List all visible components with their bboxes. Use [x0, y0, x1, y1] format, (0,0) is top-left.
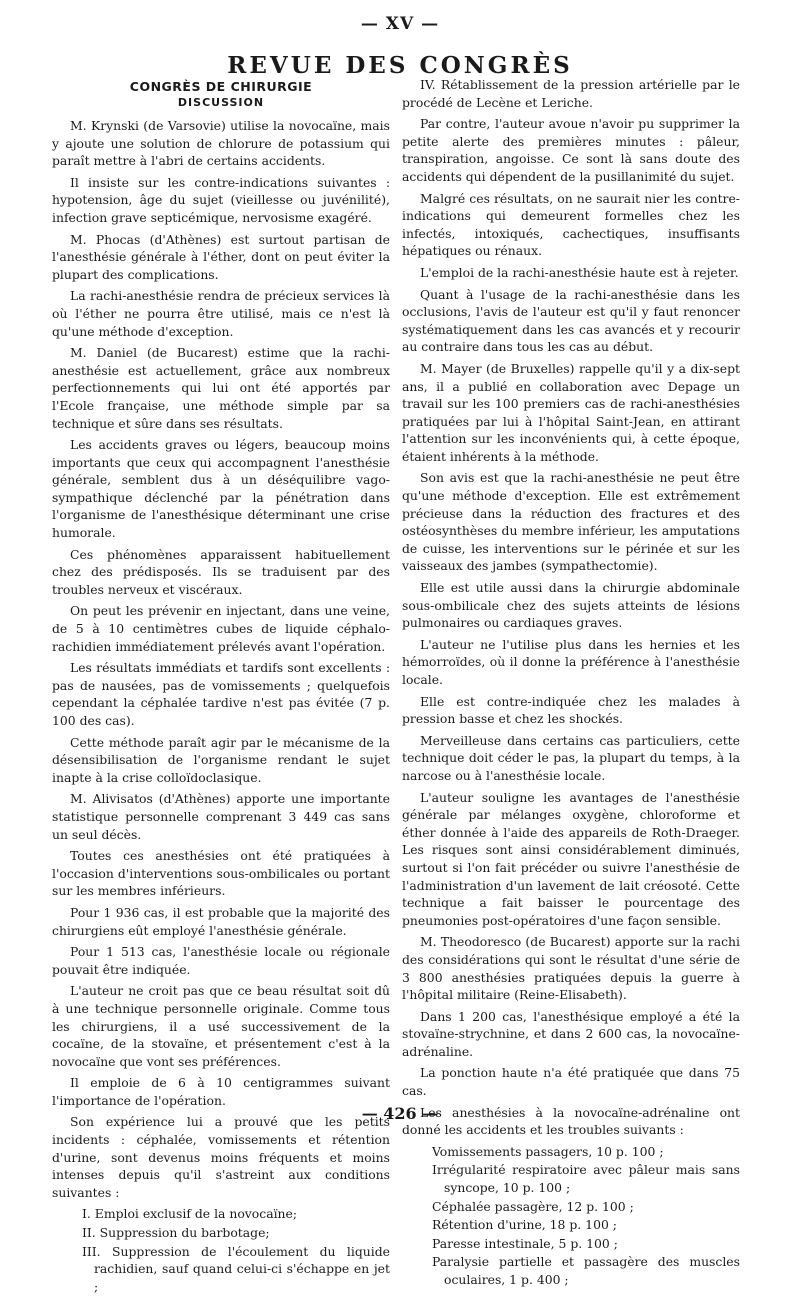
result-list-item: Irrégularité respiratoire avec pâleur mais sans syncope, 10 p. 100 ; [432, 1162, 740, 1196]
paragraph: M. Alivisatos (d'Athènes) apporte une importante statistique personnelle comprenant 3 449 cas sans un seul décès. [52, 791, 390, 842]
paragraph: Toutes ces anesthésies ont été pratiquées à l'occasion d'interventions sous-ombilicales ou portant sur les membres inférieurs. [52, 848, 390, 899]
paragraph: Cette méthode paraît agir par le mécanisme de la désensibilisation de l'organisme rendant le sujet inapte à la crise colloïdoclasique. [52, 734, 390, 785]
result-list-item: Céphalée passagère, 12 p. 100 ; [432, 1198, 634, 1214]
paragraph: Merveilleuse dans certains cas particuliers, cette technique doit céder le pas, la plupart du temps, à la narcose ou à l'anesthésie locale. [402, 732, 740, 783]
result-list-item: Rétention d'urine, 18 p. 100 ; [432, 1217, 617, 1233]
paragraph: Pour 1 513 cas, l'anesthésie locale ou régionale pouvait être indiquée. [52, 944, 390, 977]
condition-item: III. Suppression de l'écoulement du liquide rachidien, sauf quand celui-ci s'échappe en jet ; [82, 1243, 390, 1294]
paragraph: L'auteur souligne les avantages de l'anesthésie générale par mélanges oxygène, chloroforme et éther donnée à l'aide des appareils de Roth-Draeger. Les risques sont ainsi considérablement diminués, surtout si l'on fait précéder ou suivre l'anesthésie de l'administration d'un lavement de lait créosoté. Cette technique a fait baisser le pourcentage des pneumonies post-opératoires d'une façon sensible. [402, 789, 740, 928]
condition-item: II. Suppression du barbotage; [82, 1225, 270, 1241]
paragraph: On peut les prévenir en injectant, dans une veine, de 5 à 10 centimètres cubes de liquide céphalo-rachidien immédiatement prélevés avant l'opération. [52, 603, 390, 654]
paragraph: Il emploie de 6 à 10 centigrammes suivant l'importance de l'opération. [52, 1075, 390, 1108]
paragraph: La ponction haute n'a été pratiquée que dans 75 cas. [402, 1065, 740, 1099]
paragraph: M. Krynski (de Varsovie) utilise la novocaïne, mais y ajoute une solution de chlorure de potassium qui paraît mettre à l'abri de certains accidents. [52, 118, 390, 169]
paragraph: Elle est contre-indiquée chez les malades à pression basse et chez les shockés. [402, 693, 740, 727]
result-list-item: Paresse intestinale, 5 p. 100 ; [432, 1235, 618, 1251]
paragraph: Pour 1 936 cas, il est probable que la majorité des chirurgiens eût employé l'anesthésie générale. [52, 904, 390, 938]
paragraph: Son avis est que la rachi-anesthésie ne peut être qu'une méthode d'exception. Elle est extrêmement précieuse dans la réduction des fractures et des ostéosynthèses du membre inférieur, les amputations de cuisse, les interventions sur le périnée et sur les vaisseaux des jambes (sympathectomie). [402, 470, 740, 574]
paragraph: L'auteur ne croit pas que ce beau résultat soit dû à une technique personnelle originale. Comme tous les chirurgiens, il a usé successivement de la cocaïne, de la stovaïne, et présentement c'est à la novocaïne que vont ses préférences. [52, 983, 390, 1069]
paragraph: Son expérience lui a prouvé que les petits incidents : céphalée, vomissements et rétention d'urine, sont devenus moins fréquents et moins intenses depuis qu'il s'astreint aux conditions suivantes : [52, 1114, 390, 1200]
roman-page-number: — XV — [360, 14, 440, 34]
section-subtitle: DISCUSSION [177, 96, 265, 109]
paragraph: M. Mayer (de Bruxelles) rappelle qu'il y a dix-sept ans, il a publié en collaboration avec Depage un travail sur les 100 premiers cas de rachi-anesthésies pratiquées par lui à l'hôpital Saint-Jean, en attirant l'attention sur les inconvénients qui, à cette époque, étaient inhérents à la méthode. [402, 360, 740, 464]
condition-item: I. Emploi exclusif de la novocaïne; [82, 1206, 298, 1222]
paragraph: Il insiste sur les contre-indications suivantes : hypotension, âge du sujet (vieillesse ou juvénilité), infection grave septicémique, nervosisme exagéré. [52, 174, 390, 225]
paragraph: Ces phénomènes apparaissent habituellement chez des prédisposés. Ils se traduisent par des troubles nerveux et viscéraux. [52, 546, 390, 597]
paragraph: M. Theodoresco (de Bucarest) apporte sur la rachi des considérations qui sont le résultat d'une série de 3 800 anesthésies pratiquées depuis la guerre à l'hôpital militaire (Reine-Elisabeth). [402, 934, 740, 1003]
paragraph: Par contre, l'auteur avoue n'avoir pu supprimer la petite alerte des premières minutes : pâleur, transpiration, angoisse. Ce sont là sans doute des accidents qui dépendent de la pusillanimité du sujet. [402, 116, 740, 184]
page-title: REVUE DES CONGRÈS [227, 52, 573, 79]
result-list-item: Paralysie partielle et passagère des muscles oculaires, 1 p. 400 ; [432, 1254, 740, 1287]
paragraph: Les accidents graves ou légers, beaucoup moins importants que ceux qui accompagnent l'anesthésie générale, semblent dus à un déséquilibre vago-sympathique déclenché par la pénétration dans l'organisme de l'anesthésique déterminant une crise humorale. [52, 437, 390, 541]
page-number: — 426 — [361, 1104, 439, 1123]
paragraph: La rachi-anesthésie rendra de précieux services là où l'éther ne pourra être utilisé, mais ce n'est là qu'une méthode d'exception. [52, 288, 390, 339]
paragraph: Malgré ces résultats, on ne saurait nier les contre-indications qui demeurent formelles chez les infectés, intoxiqués, cachectiques, insuffisants hépatiques ou rénaux. [402, 190, 740, 259]
paragraph: Quant à l'usage de la rachi-anesthésie dans les occlusions, l'avis de l'auteur est qu'il y faut renoncer systématiquement dans les cas avancés et y recourir au contraire dans tous les cas au début. [402, 286, 740, 355]
paragraph: M. Phocas (d'Athènes) est surtout partisan de l'anesthésie générale à l'éther, dont on peut éviter la plupart des complications. [52, 231, 390, 282]
result-list-item: Vomissements passagers, 10 p. 100 ; [432, 1143, 664, 1159]
section-title: CONGRÈS DE CHIRURGIE [129, 79, 313, 94]
paragraph: M. Daniel (de Bucarest) estime que la rachi-anesthésie est actuellement, grâce aux nombreux perfectionnements qui lui ont été apportés par l'Ecole française, une méthode simple par sa technique et sûre dans ses résultats. [52, 345, 390, 431]
paragraph: Les anesthésies à la novocaïne-adrénaline ont donné les accidents et les troubles suivants : [402, 1104, 740, 1138]
paragraph: Elle est utile aussi dans la chirurgie abdominale sous-ombilicale chez des sujets atteints de lésions pulmonaires ou cardiaques graves. [402, 580, 740, 631]
paragraph: Dans 1 200 cas, l'anesthésique employé a été la stovaïne-strychnine, et dans 2 600 cas, la novocaïne-adrénaline. [402, 1008, 740, 1059]
paragraph: Les résultats immédiats et tardifs sont excellents : pas de nausées, pas de vomissements ; quelquefois cependant la céphalée tardive n'est pas évitée (7 p. 100 des cas). [52, 660, 390, 728]
paragraph: IV. Rétablissement de la pression artérielle par le procédé de Lecène et Leriche. [402, 77, 740, 110]
paragraph: L'auteur ne l'utilise plus dans les hernies et les hémorroïdes, où il donne la préférence à l'anesthésie locale. [402, 636, 740, 687]
paragraph: L'emploi de la rachi-anesthésie haute est à rejeter. [420, 264, 739, 280]
